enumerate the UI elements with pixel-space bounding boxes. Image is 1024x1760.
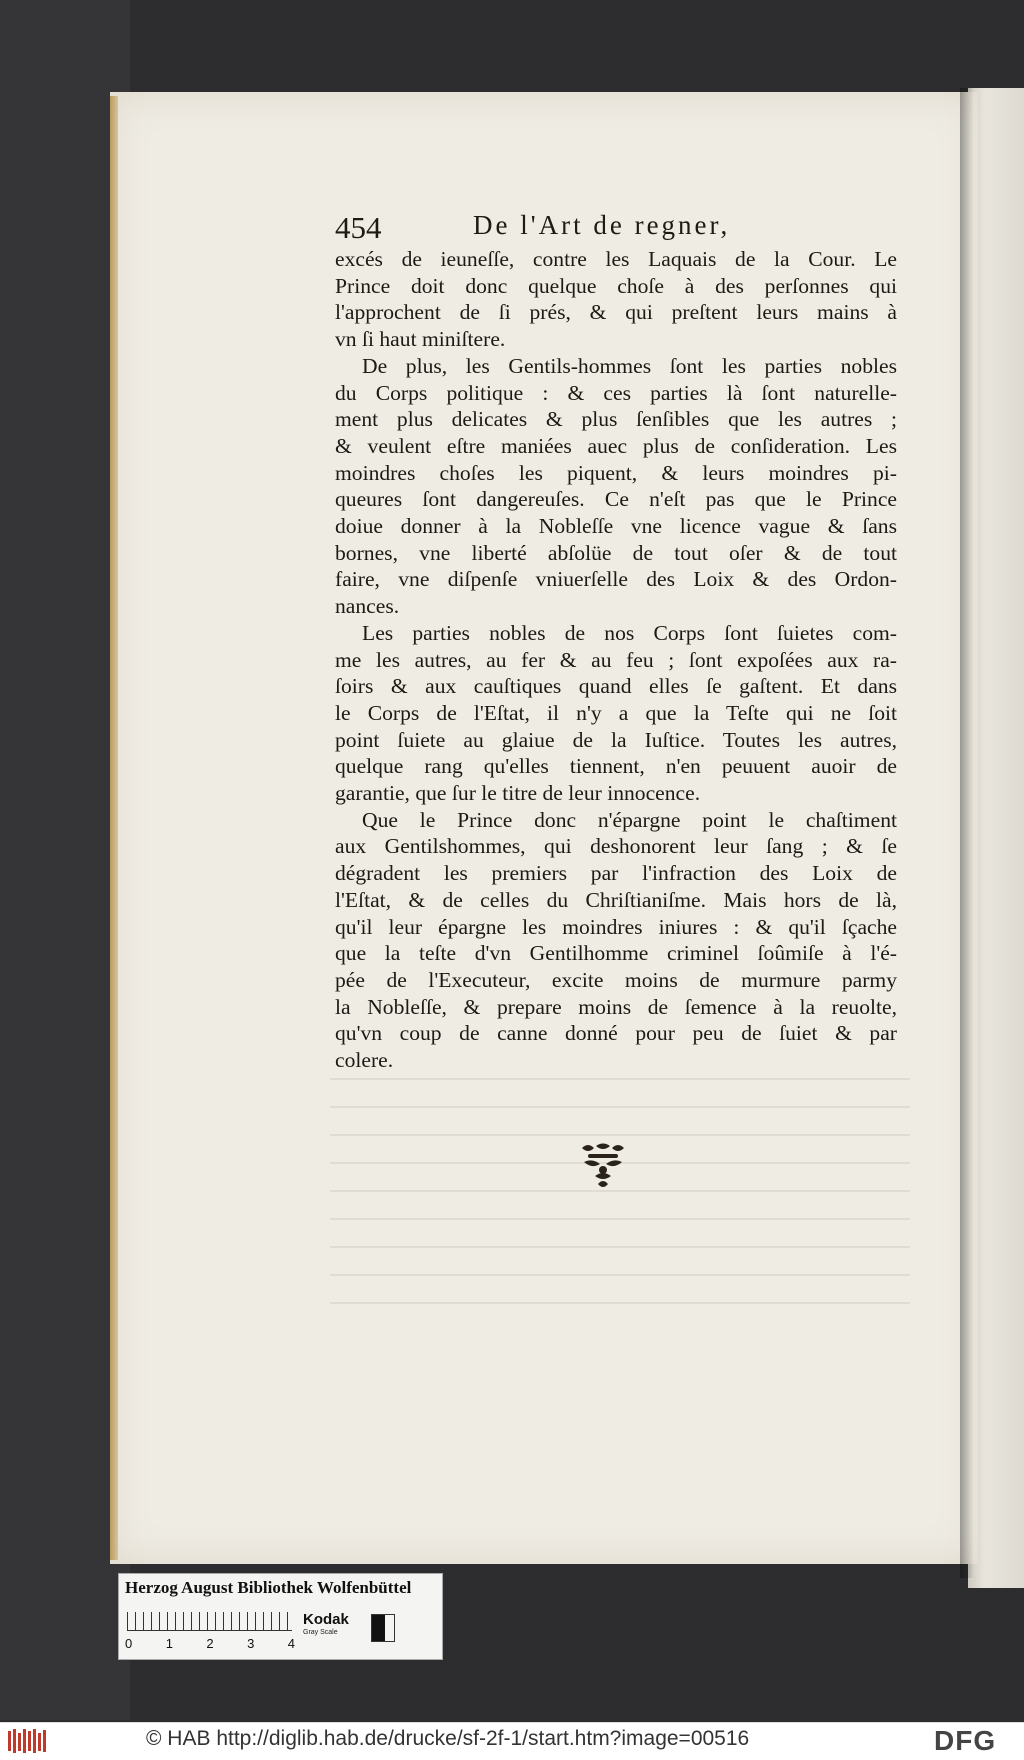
- text-line: aux Gentilshommes, qui deshonorent leur ſang ; & ſe: [335, 834, 897, 859]
- text-line: quelque rang qu'elles tiennent, n'en peuuent auoir de: [335, 754, 897, 779]
- library-name: Herzog August Bibliothek Wolfenbüttel: [125, 1578, 412, 1597]
- text-line: De plus, les Gentils-hommes ſont les parties nobles: [362, 353, 897, 378]
- dfg-logo: DFG: [934, 1725, 997, 1756]
- text-line: nances.: [335, 594, 400, 619]
- page-gutter-edge: [110, 96, 118, 1560]
- text-line: bornes, vne liberté abſolüe de tout oſer & de tout: [335, 540, 897, 565]
- hab-logo-icon: [6, 1727, 48, 1755]
- text-line: & veulent eſtre maniées auec plus de conſideration. Les: [335, 433, 897, 458]
- text-line: du Corps politique : & ces parties là ſont naturelle-: [335, 380, 897, 405]
- text-line: dégradent les premiers par l'infraction des Loix de: [335, 861, 897, 886]
- text-line: Les parties nobles de nos Corps ſont ſuietes com-: [362, 620, 897, 645]
- text-line: l'approchent de ſi prés, & qui preſtent leurs mains à: [335, 300, 897, 325]
- kodak-subtitle: Gray Scale: [303, 1629, 338, 1636]
- scale-number: 1: [165, 1636, 173, 1651]
- text-line: queures ſont dangereuſes. Ce n'eſt pas que le Prince: [335, 487, 897, 512]
- text-line: la Nobleſſe, & prepare moins de ſemence à la reuolte,: [335, 994, 897, 1019]
- text-line: moindres choſes les piquent, & leurs moindres pi-: [335, 460, 897, 485]
- kodak-brand: Kodak: [303, 1611, 349, 1628]
- text-line: Prince doit donc quelque choſe à des perſonnes qui: [335, 273, 897, 298]
- text-line: faire, vne diſpenſe vniuerſelle des Loix & des Ordon-: [335, 567, 897, 592]
- scale-ruler: [127, 1612, 292, 1631]
- text-line: colere.: [335, 1048, 394, 1073]
- footer-bar: [0, 1722, 1024, 1760]
- body-text: [335, 246, 897, 1074]
- text-line: vn ſi haut miniſtere.: [335, 327, 506, 352]
- text-line: que la teſte d'vn Gentilhomme criminel ſoûmiſe à l'é-: [335, 941, 897, 966]
- scale-number: 4: [287, 1636, 295, 1651]
- scale-number: 3: [247, 1636, 255, 1651]
- text-line: ſoirs & aux cauſtiques quand elles ſe gaſtent. Et dans: [335, 674, 897, 699]
- text-line: doiue donner à la Nobleſſe vne licence vague & ſans: [335, 514, 897, 539]
- fleuron-ornament-icon: [578, 1142, 628, 1192]
- running-title: De l'Art de regner,: [473, 210, 731, 240]
- text-line: l'Eſtat, & de celles du Chriſtianiſme. Mais hors de là,: [335, 887, 897, 912]
- spine-shadow: [960, 88, 974, 1578]
- source-url: © HAB http://diglib.hab.de/drucke/sf-2f-1/start.htm?image=00516: [146, 1727, 750, 1750]
- text-line: garantie, que ſur le titre de leur innocence.: [335, 781, 701, 806]
- text-line: Que le Prince donc n'épargne point le chaſtiment: [362, 807, 897, 832]
- text-line: le Corps de l'Eſtat, il n'y a que la Teſte qui ne ſoit: [335, 700, 897, 725]
- text-line: excés de ieuneſſe, contre les Laquais de la Cour. Le: [335, 247, 897, 271]
- text-line: point ſuiete au glaiue de la Iuſtice. Toutes les autres,: [335, 727, 897, 752]
- scale-numbers: [125, 1636, 295, 1651]
- archive-label: [118, 1573, 443, 1660]
- gray-scale-swatch: [371, 1614, 395, 1642]
- text-line: pée de l'Executeur, excite moins de murmure parmy: [335, 967, 897, 992]
- page-number: 454: [335, 210, 382, 245]
- text-line: qu'il leur épargne les moindres iniures : & qu'il ſçache: [335, 914, 897, 939]
- scale-number: 2: [206, 1636, 214, 1651]
- scale-number: 0: [125, 1636, 133, 1651]
- text-line: qu'vn coup de canne donné pour peu de ſuiet & par: [335, 1021, 897, 1046]
- text-line: ment plus delicates & plus ſenſibles que les autres ;: [335, 407, 897, 432]
- text-line: me les autres, au fer & au feu ; ſont expoſées aux ra-: [335, 647, 897, 672]
